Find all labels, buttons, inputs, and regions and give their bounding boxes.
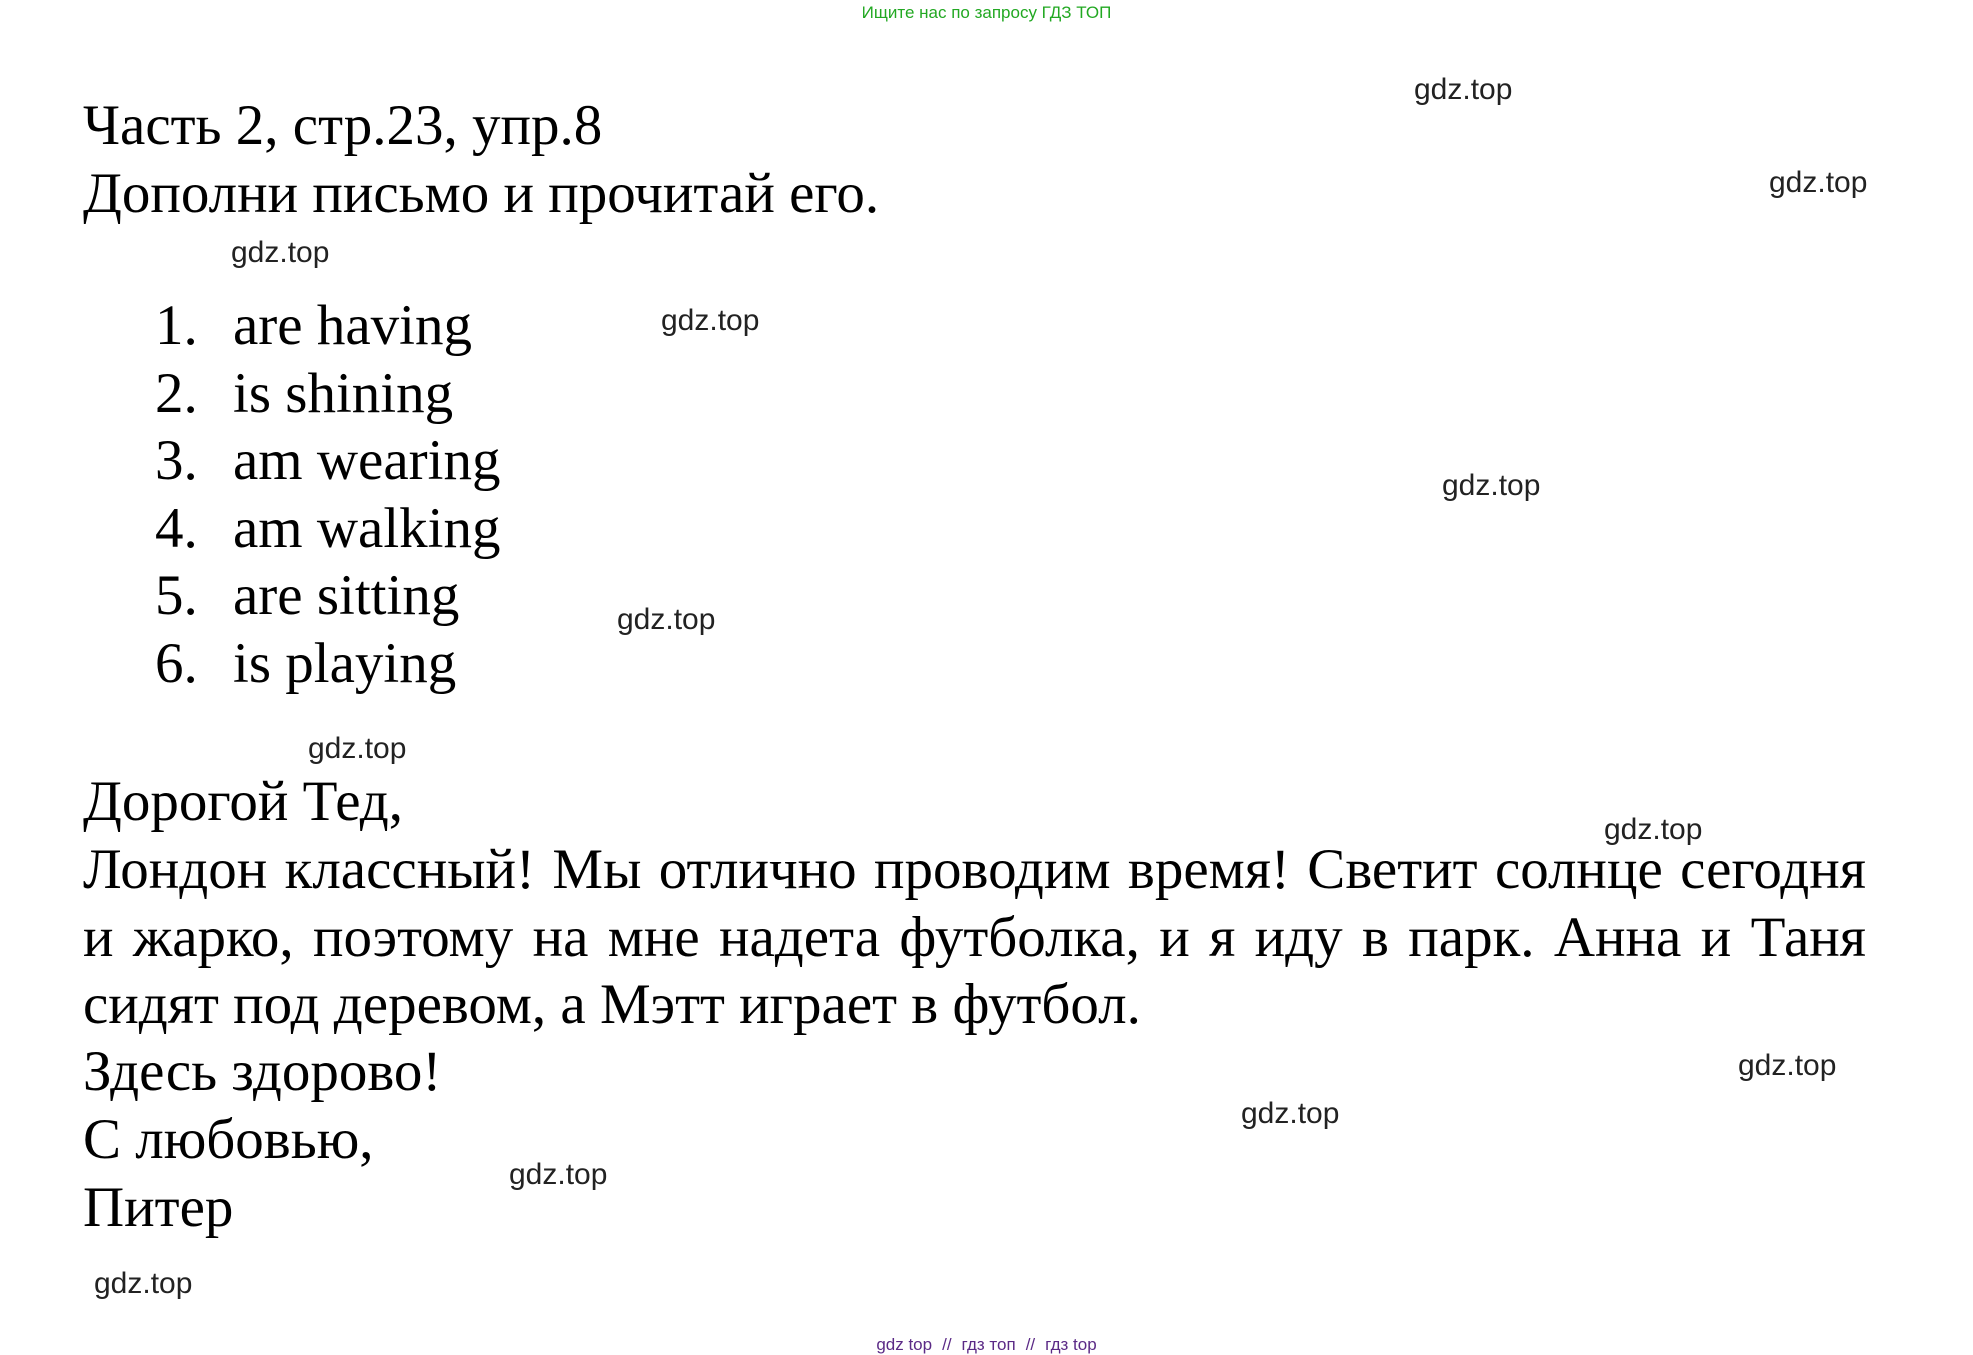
footer-links [0,1335,1973,1355]
answer-number: 3. [155,429,198,492]
exercise-instruction: Дополни письмо и прочитай его. [83,162,880,225]
letter-body: Лондон классный! Мы отлично проводим время! Светит солнце сегодня и жарко, поэтому на мне надета футболка, и я иду в парк. Анна и Таня сидят под деревом, а Мэтт играет в футбол. [83,838,1866,1036]
watermark: gdz.top [1738,1049,1837,1082]
top-banner: Ищите нас по запросу ГДЗ ТОП [861,3,1112,22]
footer-link[interactable]: gdz top [876,1335,933,1354]
footer-separator: // [942,1335,952,1354]
watermark: gdz.top [661,304,760,337]
letter-signature: Питер [83,1176,234,1239]
answer-number: 6. [155,631,198,695]
answer-number: 1. [155,294,198,357]
watermark: gdz.top [509,1158,608,1191]
letter-closing: С любовью, [83,1108,374,1171]
watermark: gdz.top [1414,73,1513,106]
answer-number: 5. [155,564,198,627]
answer-item [155,630,501,698]
watermark: gdz.top [231,236,330,269]
answer-item [155,360,501,428]
watermark: gdz.top [1241,1097,1340,1130]
answer-text: am walking [233,496,501,560]
watermark: gdz.top [308,732,407,765]
answer-item [155,562,501,630]
answer-text: is playing [233,631,457,695]
watermark: gdz.top [1769,166,1868,199]
answer-item [155,427,501,495]
watermark: gdz.top [1604,813,1703,846]
answer-text: am wearing [233,429,501,492]
footer-link[interactable]: гдз top [1045,1335,1097,1354]
footer-link[interactable]: гдз топ [961,1335,1016,1354]
exercise-title: Часть 2, стр.23, упр.8 [83,94,603,157]
answer-text: are having [233,294,472,357]
answer-list [155,292,501,697]
letter-closing-remark: Здесь здорово! [83,1040,442,1103]
footer-separator: // [1025,1335,1036,1354]
answer-item [155,292,501,360]
watermark: gdz.top [94,1267,193,1300]
watermark: gdz.top [1442,469,1541,502]
answer-number: 2. [155,361,198,425]
answer-text: are sitting [233,564,460,627]
answer-number: 4. [155,496,198,560]
watermark: gdz.top [617,603,716,636]
answer-text: is shining [233,361,454,425]
answer-item [155,495,501,563]
letter-greeting: Дорогой Тед, [83,770,404,833]
